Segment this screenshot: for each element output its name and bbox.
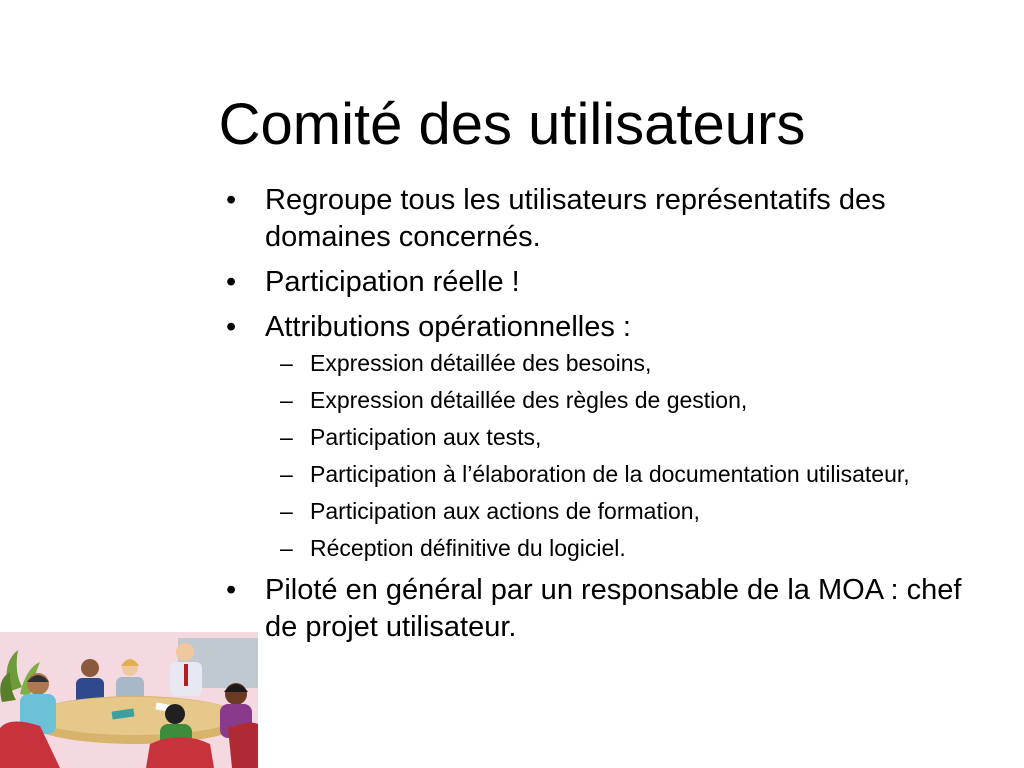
dash-marker: –: [280, 387, 293, 413]
sub-bullet-item: [265, 459, 964, 490]
bullet-text: Participation réelle !: [265, 266, 520, 298]
dash-marker: –: [280, 424, 293, 450]
sub-bullet-item: [265, 496, 964, 527]
bullet-marker: •: [226, 184, 237, 216]
sub-bullet-list: [265, 348, 964, 564]
sub-bullet-text: Expression détaillée des besoins,: [310, 350, 652, 376]
sub-bullet-item: [265, 348, 964, 379]
bullet-item: [224, 264, 964, 301]
bullet-marker: •: [226, 311, 237, 343]
slide-title: Comité des utilisateurs: [218, 92, 806, 157]
sub-bullet-text: Participation aux actions de formation,: [310, 498, 700, 524]
bullet-item: [224, 309, 964, 564]
dash-marker: –: [280, 350, 293, 376]
meeting-clipart: [0, 632, 258, 768]
chair-center: [146, 737, 214, 768]
dash-marker: –: [280, 535, 293, 561]
sub-bullet-item: [265, 533, 964, 564]
dash-marker: –: [280, 498, 293, 524]
bullet-list: [224, 182, 964, 654]
bullet-marker: •: [226, 574, 237, 606]
bullet-item: [224, 182, 964, 256]
sub-bullet-item: [265, 422, 964, 453]
sub-bullet-item: [265, 385, 964, 416]
bullet-text: Piloté en général par un responsable de la MOA : chef de projet utilisateur.: [265, 574, 962, 643]
sub-bullet-text: Participation aux tests,: [310, 424, 542, 450]
sub-bullet-text: Participation à l’élaboration de la documentation utilisateur,: [310, 461, 910, 487]
sub-bullet-text: Expression détaillée des règles de gestion,: [310, 387, 748, 413]
bullet-text: Regroupe tous les utilisateurs représentatifs des domaines concernés.: [265, 184, 886, 253]
bullet-item: [224, 572, 964, 646]
dash-marker: –: [280, 461, 293, 487]
chair-right: [228, 723, 258, 768]
bullet-text: Attributions opérationnelles :: [265, 311, 631, 343]
sub-bullet-text: Réception définitive du logiciel.: [310, 535, 626, 561]
bullet-marker: •: [226, 266, 237, 298]
